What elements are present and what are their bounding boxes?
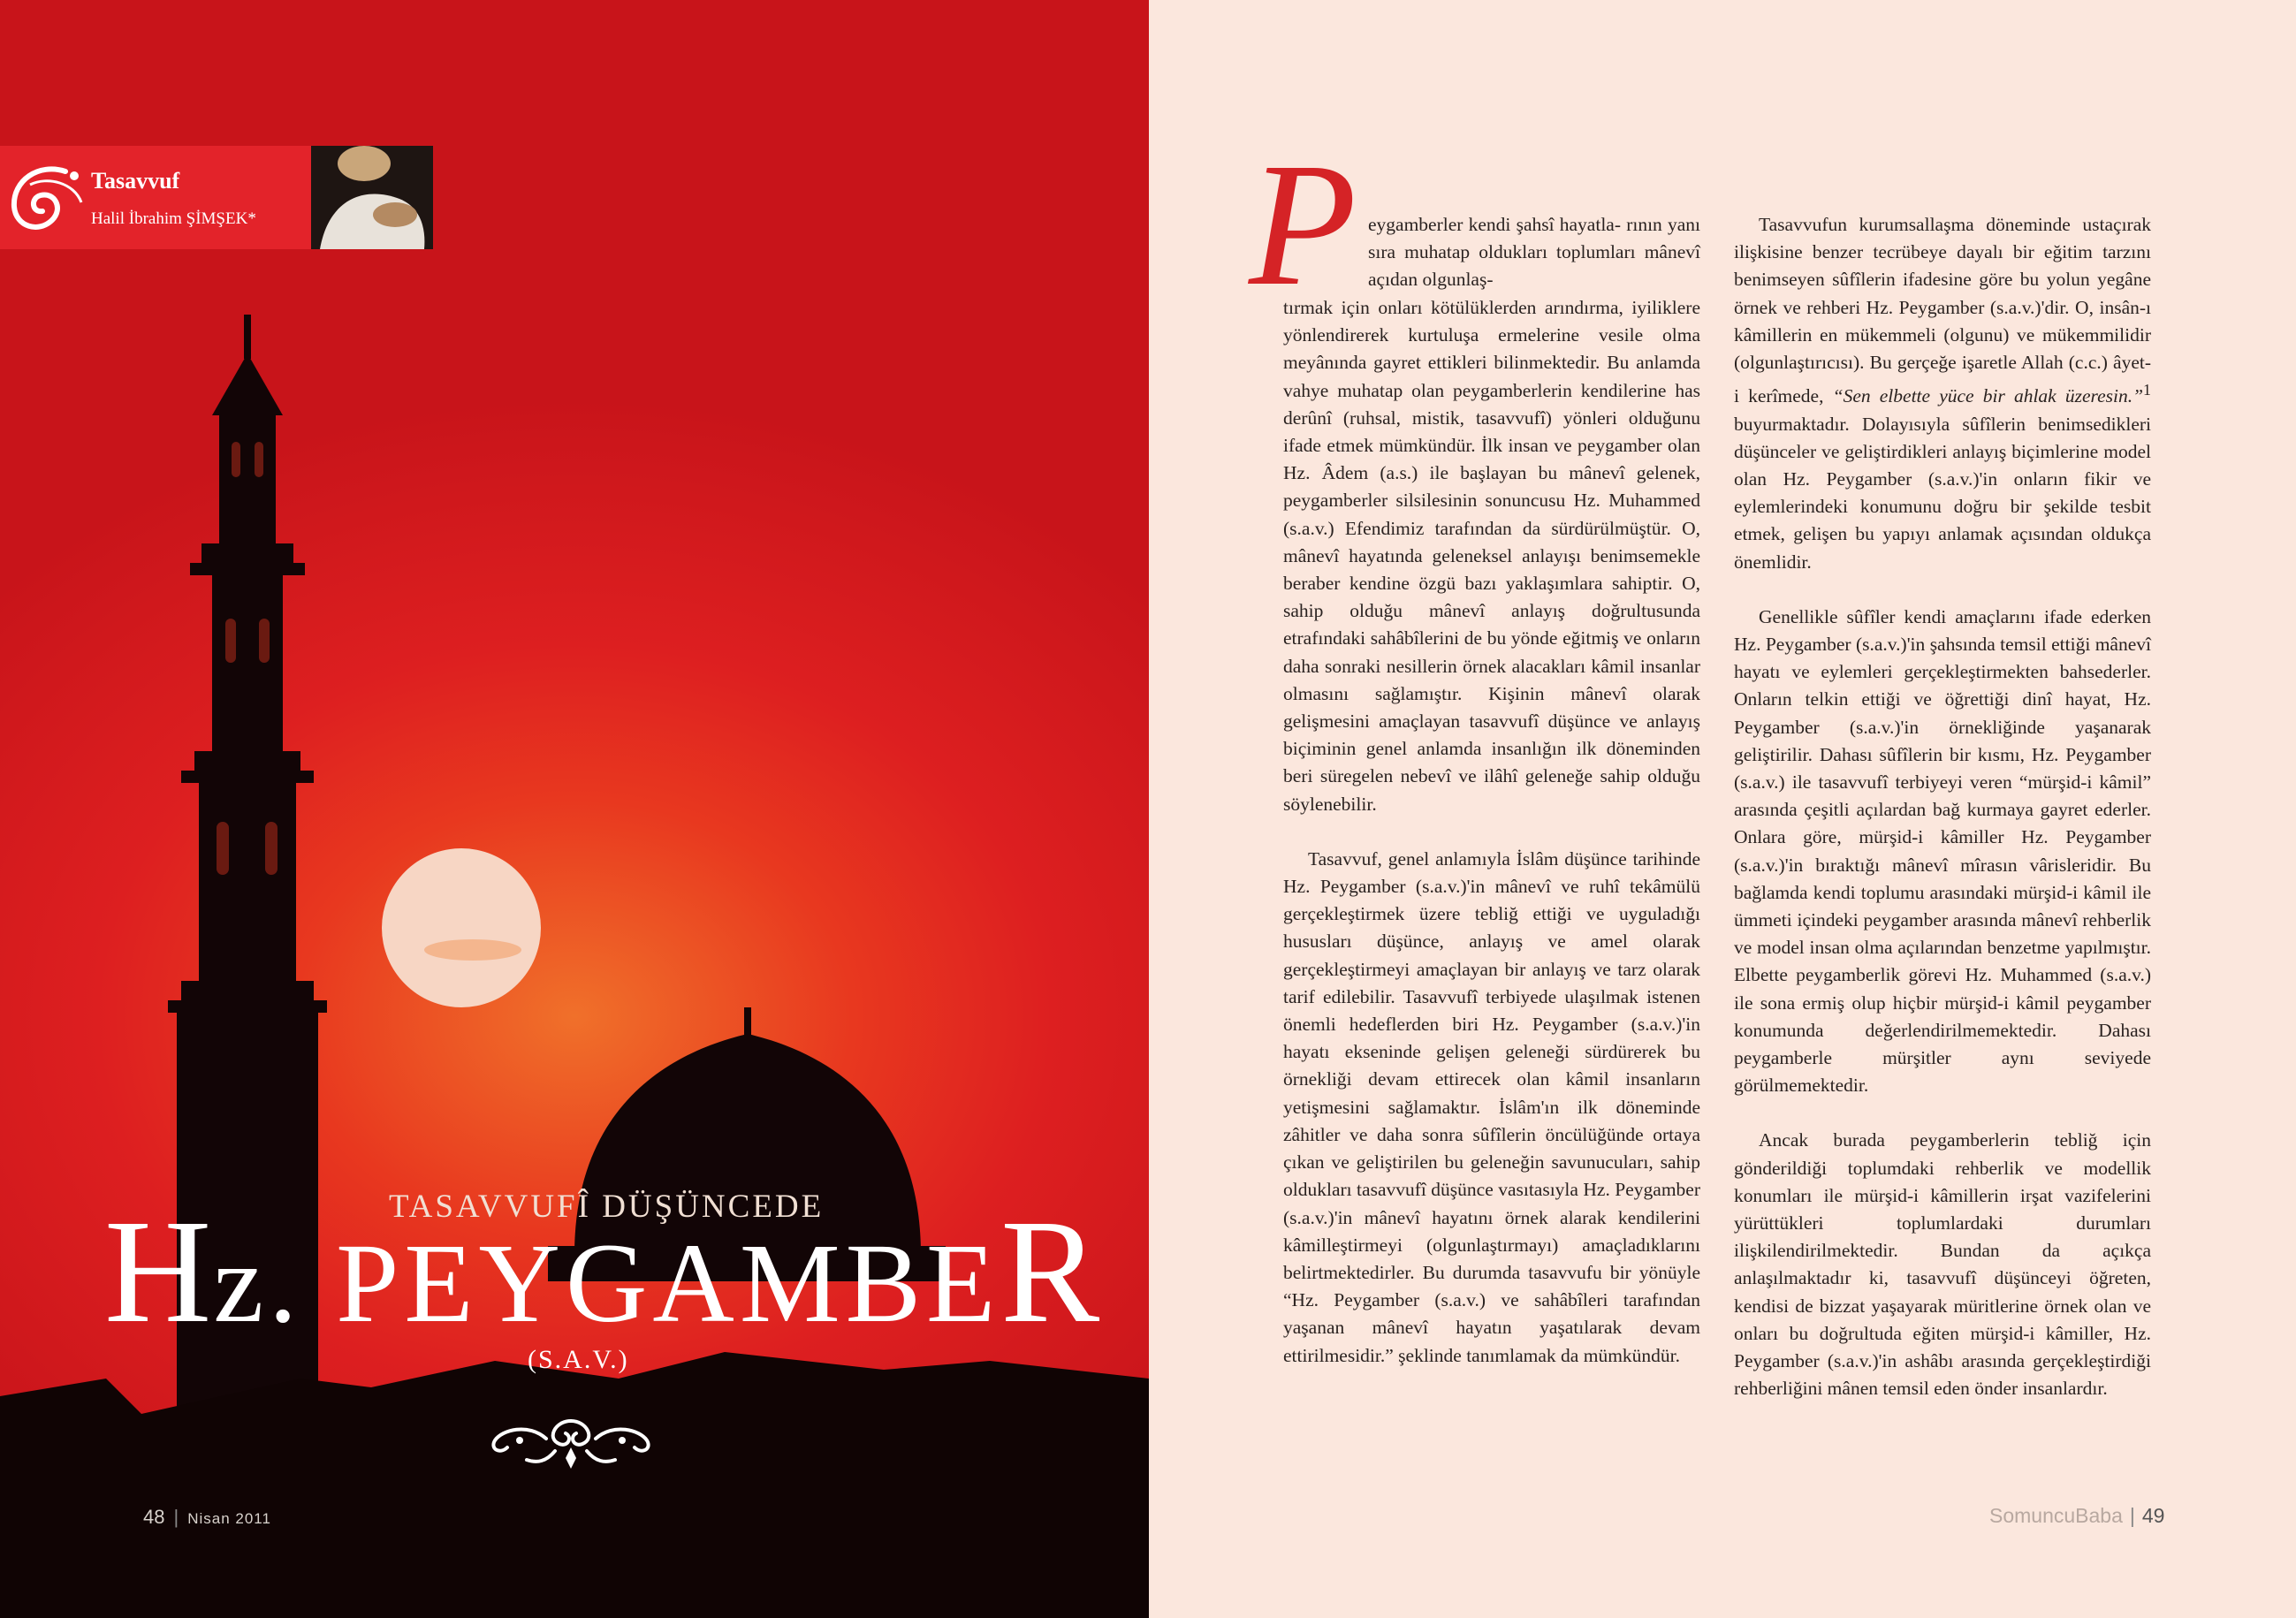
author-name: Halil İbrahim ŞİMŞEK* — [91, 209, 256, 228]
article-column-2 — [1734, 211, 2151, 1402]
title-subtitle: (S.A.V.) — [528, 1345, 629, 1374]
quran-quote: “Sen elbette yüce bir ahlak üzeresin.” — [1832, 385, 2144, 407]
article-paragraph: tırmak için onları kötülüklerden arındırma, iyiliklere yönlendirerek kurtuluşa ermelerine vesile olma meyânında gayret ettikleri bilinmektedir. Bu anlamda vahye muhatap olan peygamberlerin kendilerine has derûnî (ruhsal, mistik, tasavvufî) yönleri olduğunu ifade etmek mümkündür. İlk insan ve peygamber olan Hz. Âdem (a.s.) ile başlayan bu mânevî gelenek, peygamberler silsilesinin sonuncusu Hz. Muhammed (s.a.v.) Efendimiz tarafından da sürdürülmüştür. O, mânevî hayatında geleneksel anlayışı benimsemekle beraber kendine özgü bazı yaklaşımlara sahiptir. O, sahip olduğu mânevî anlayış doğrultusunda etrafındaki sahâbîlerini de bu yönde eğitmiş ve onların daha sonraki nesillerin örnek alacakları kâmil insanlar olmasını sağlamıştır. Kişinin mânevî olarak gelişmesini amaçlayan tasavvufî düşünce ve anlayış biçiminin genel anlamda insanlığın ilk döneminden beri süregelen nebevî ve ilâhî geleneğe sahip olduğu söylenebilir. — [1283, 297, 1700, 815]
drop-cap: P — [1249, 127, 1357, 323]
title-kicker: TASAVVUFÎ DÜŞÜNCEDE — [389, 1189, 825, 1225]
page-footer-right: SomuncuBaba | 49 — [1989, 1504, 2165, 1527]
page-number: 48 — [143, 1506, 165, 1528]
author-photo — [311, 146, 433, 249]
article-paragraph: Genellikle sûfîler kendi amaçlarını ifade ederken Hz. Peygamber (s.a.v.)'in şahsında temsil ettiği mânevî hayatı ve eylemleri gerçekleştirmekten bahsederler. Onların telkin ettiği ve öğrettiği dinî hayat, Hz. Peygamber (s.a.v.)'in örnekliğinde yaşanarak geliştirilir. Dahası sûfîlerin bir kısmı, Hz. Peygamber (s.a.v.) ile tasavvufî terbiyeyi veren “mürşid-i kâmil” arasında çeşitli açılardan bağ kurmaya gayret ederler. Onlara göre, mürşid-i kâmiller Hz. Peygamber (s.a.v.)'in bıraktığı mânevî mîrasın vârisleridir. Bu bağlamda kendi toplumu arasındaki mürşid-i kâmil ile ümmeti içindeki peygamber arasında mânevî rehberlik ve model insan olma açılarından benzetme yapılmıştır. Elbette peygamberlik görevi Hz. Muhammed (s.a.v.) ile sona ermiş olup hiçbir mürşid-i kâmil peygamber konumunda değerlendirilmemektedir. Dahası peygamberle mürşitler aynı seviyede görülmemektedir. — [1734, 605, 2151, 1097]
page-footer-left: 48 | Nisan 2011 — [143, 1506, 271, 1528]
footnote-marker: 1 — [2143, 381, 2151, 399]
paragraph-text: buyurmaktadır. Dolayısıyla sûfîlerin benimsedikleri düşünceler ve geliştirdikleri anlayış biçimlerine model olan Hz. Peygamber (s.a.v.)'in onların fikir ve eylemlerindeki konumunu doğru bir şekilde tesbit etmek, gelişen bu yapıyı anlamak açısından oldukça önemlidir. — [1734, 413, 2151, 573]
main-title-part: PEYGAMBE — [336, 1220, 1001, 1346]
main-title-part: H — [104, 1189, 214, 1354]
article-column-1 — [1283, 294, 1700, 1370]
magazine-brand: SomuncuBaba — [1989, 1504, 2123, 1527]
issue-date: Nisan 2011 — [187, 1510, 271, 1527]
flourish-ornament-icon — [484, 1412, 658, 1470]
paragraph-text: Tasavvufun kurumsallaşma döneminde ustaçırak ilişkisine benzer tecrübeye dayalı bir eğitim tarzını benimseyen sûfîlerin ifadesine göre bu yolun yegâne örnek ve rehberi Hz. Peygamber (s.a.v.)'dir. O, insân-ı kâmillerin en mükemmeli (olgunu) ve mükemmilidir (olgunlaştırıcısı). Bu gerçeğe işaretle Allah (c.c.) âyet-i kerîmede, — [1734, 214, 2151, 407]
article-paragraph: Tasavvuf, genel anlamıyla İslâm düşünce tarihinde Hz. Peygamber (s.a.v.)'in mânevî ve ruhî tekâmülü gerçekleştirmek üzere tebliğ ettiği ve uyguladığı hususları düşünce, anlayış ve amel olarak gerçekleştirmeyi amaçlayan bir anlayış ve tarz olarak tarif edilebilir. Tasavvufî terbiyede ulaşılmak istenen önemli hedeflerden biri Hz. Peygamber (s.a.v.)'in hayatı ekseninde gelişen geleneği sürdürerek bu örnekliği devam ettirecek olan kâmil insanların yetişmesini sağlamaktır. İslâm'ın ilk döneminde zâhitler ve daha sonra sûfîlerin öncülüğünde ortaya çıkan ve geliştirilen bu geleneğin savunucuları, sahip oldukları tasavvufî düşünce vasıtasıyla Hz. Peygamber (s.a.v.)'in mânevî hayatını örnek alarak kendilerini kâmilleştirmeyi (olgunlaştırmayı) amaçladıklarını belirtmektedirler. Bu durumda tasavvufu bir yönüyle “Hz. Peygamber (s.a.v.) ve sahâbîleri tarafından yaşanan mânevî hayatın yaşatılarak devam ettirilmesidir.” şeklinde tanımlamak da mümkündür. — [1283, 847, 1700, 1366]
main-title-part: R — [1000, 1189, 1102, 1354]
article-paragraph — [1734, 211, 2151, 576]
main-title — [104, 1189, 1102, 1354]
article-paragraph: Ancak burada peygamberlerin tebliğ için gönderildiği toplumdaki rehberlik ve modellik konumları ile mürşid-i kâmillerin irşat vazifelerini yürüttükleri toplumlardaki durumları ilişkilendirilmektedir. Bundan da açıkça anlaşılmaktadır ki, tasavvufî düşünceyi öğreten, kendisi de bizzat yaşayarak müritlerine örnek olan ve onları bu doğrultuda eğiten mürşid-i kâmiller, Hz. Peygamber (s.a.v.)'in ashâbı arasında gerçekleştirdiği rehberliğini mânen temsil eden önder insanlardır. — [1734, 1129, 2151, 1400]
article-intro-lines: eygamberler kendi şahsî hayatla- rının yanı sıra muhatap oldukları toplumları mânevî açıdan olgunlaş- — [1368, 214, 1700, 291]
sun — [382, 848, 541, 1007]
page-number: 49 — [2141, 1504, 2165, 1527]
section-name: Tasavvuf — [91, 168, 180, 194]
main-title-part: z. — [213, 1220, 337, 1346]
swirl-ornament-icon — [4, 158, 87, 238]
